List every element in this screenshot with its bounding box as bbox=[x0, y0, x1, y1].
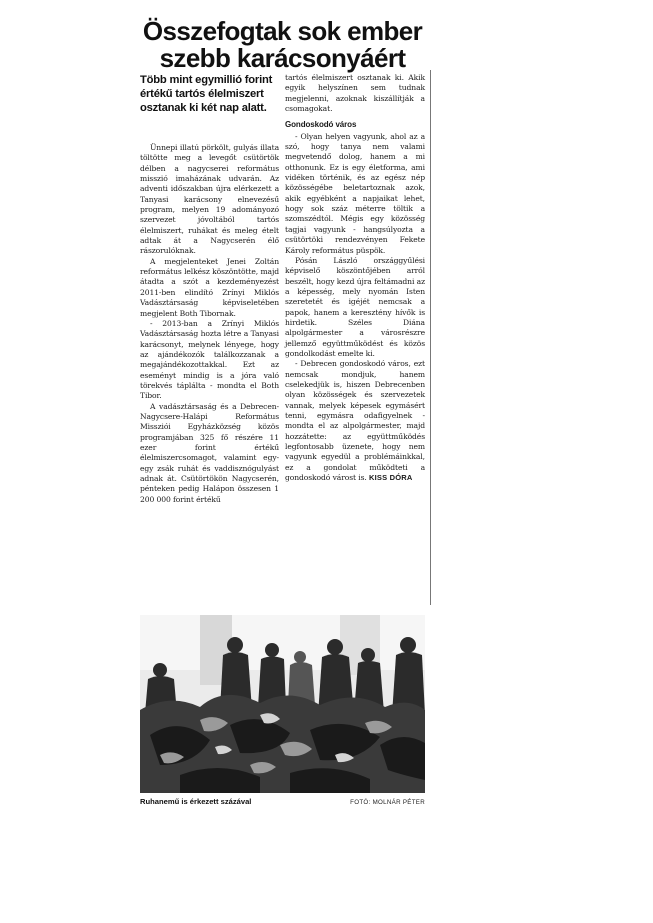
column-2-paragraph-3-text: - Debrecen gondoskodó város, ezt nemcsak mondjuk, hanem cselekedjük is, hiszen Debrecenben olyan közösségek és szervezetek vannak, melyek képesek egymásért tenni, egymásra odafigyelnek - mondta el az alpolgármester, majd hozzátette: az együttműködés legfontosabb üzenete, hogy nem vagyunk egyedül a problémáinkkal, ez a gondolat működteti a gondoskodó várost is. bbox=[285, 359, 425, 483]
subheading: Gondoskodó város bbox=[285, 120, 357, 130]
photo-caption: Ruhanemű is érkezett százával bbox=[140, 797, 252, 806]
author-byline: KISS DÓRA bbox=[369, 473, 413, 483]
headline: Összefogtak sok ember szebb karácsonyáért bbox=[142, 16, 423, 73]
photo-credit: FOTÓ: MOLNÁR PÉTER bbox=[350, 799, 425, 806]
column-1-paragraph-4: A vadásztársaság és a Debrecen-Nagycsere-Halápi Református Missziói Egyházközség közös programjában 325 fő részére 11 ezer forint értékű élelmiszercsomagot, valamint egy-egy zsák ruhát és vaddisznógulyást adnak át. Csütörtökön Nagycserén, pénteken pedig Halápon összesen 1 200 000 forint értékű bbox=[140, 401, 279, 504]
column-2-paragraph-3 bbox=[285, 359, 425, 483]
article-column-2 bbox=[285, 73, 425, 483]
column-2-intro: tartós élelmiszert osztanak ki. Akik egyik helyszínen sem tudnak megjelenni, azoknak kiszállítják a csomagokat. bbox=[285, 73, 425, 114]
column-rule bbox=[430, 70, 431, 605]
column-1-paragraph-1: Ünnepi illatú pörkölt, gulyás illata töltötte meg a levegőt csütörtök délben a nagycserei református misszió imaházának udvarán. Az adventi időszakban újra elérkezett a Tanyasi karácsony elnevezésű program, melyen 19 adományozó szervezet jóvoltából tartós élelmiszert, ruhákat és meleg ételt adtak át a Nagycserén élő rászorulóknak. bbox=[140, 143, 279, 256]
column-2-paragraph-1: - Olyan helyen vagyunk, ahol az a szó, hogy tanya nem valami megvetendő dolog, hanem a mi otthonunk. Ez is egy életforma, ami vidéken történik, és az egész nép közösségébe beletartoznak azok, akik egyébként a napjaikat lehet, hogy sok száz méterre töltik a szomszédtól. Mégis egy közösség tagjai vagyunk - hangsúlyozta a csütörtöki rendezvényen Fekete Károly református püspök. bbox=[285, 131, 425, 255]
lead-paragraph: Több mint egymillió forint értékű tartós élelmiszert osztanak ki két nap alatt. bbox=[140, 74, 273, 114]
article-column-1 bbox=[140, 143, 279, 505]
column-2-paragraph-2: Pósán László országgyűlési képviselő köszöntőjében arról beszélt, hogy kezd újra feltámadni az a képesség, mely nyomán Isten szeretetét és igéjét nemcsak a papok, hanem a keresztény hívők is hirdetik. Széles Diána alpolgármester a városrészre jellemző együttműködést és közös gondolkodást emelte ki. bbox=[285, 255, 425, 358]
news-photo bbox=[140, 615, 425, 793]
column-1-paragraph-3: - 2013-ban a Zrínyi Miklós Vadásztársaság hozta létre a Tanyasi karácsonyt, melynek lényege, hogy az ajándékozók találkozzanak a megajándékozottakkal. Ezt az eseményt mindig is a jóra való törekvés táplálta - mondta el Both Tibor. bbox=[140, 318, 279, 401]
column-1-paragraph-2: A megjelenteket Jenei Zoltán református lelkész köszöntötte, majd átadta a szót a kezdeményezést 2011-ben elindító Zrínyi Miklós Vadásztársaság képviseletében megjelent Both Tibornak. bbox=[140, 256, 279, 318]
